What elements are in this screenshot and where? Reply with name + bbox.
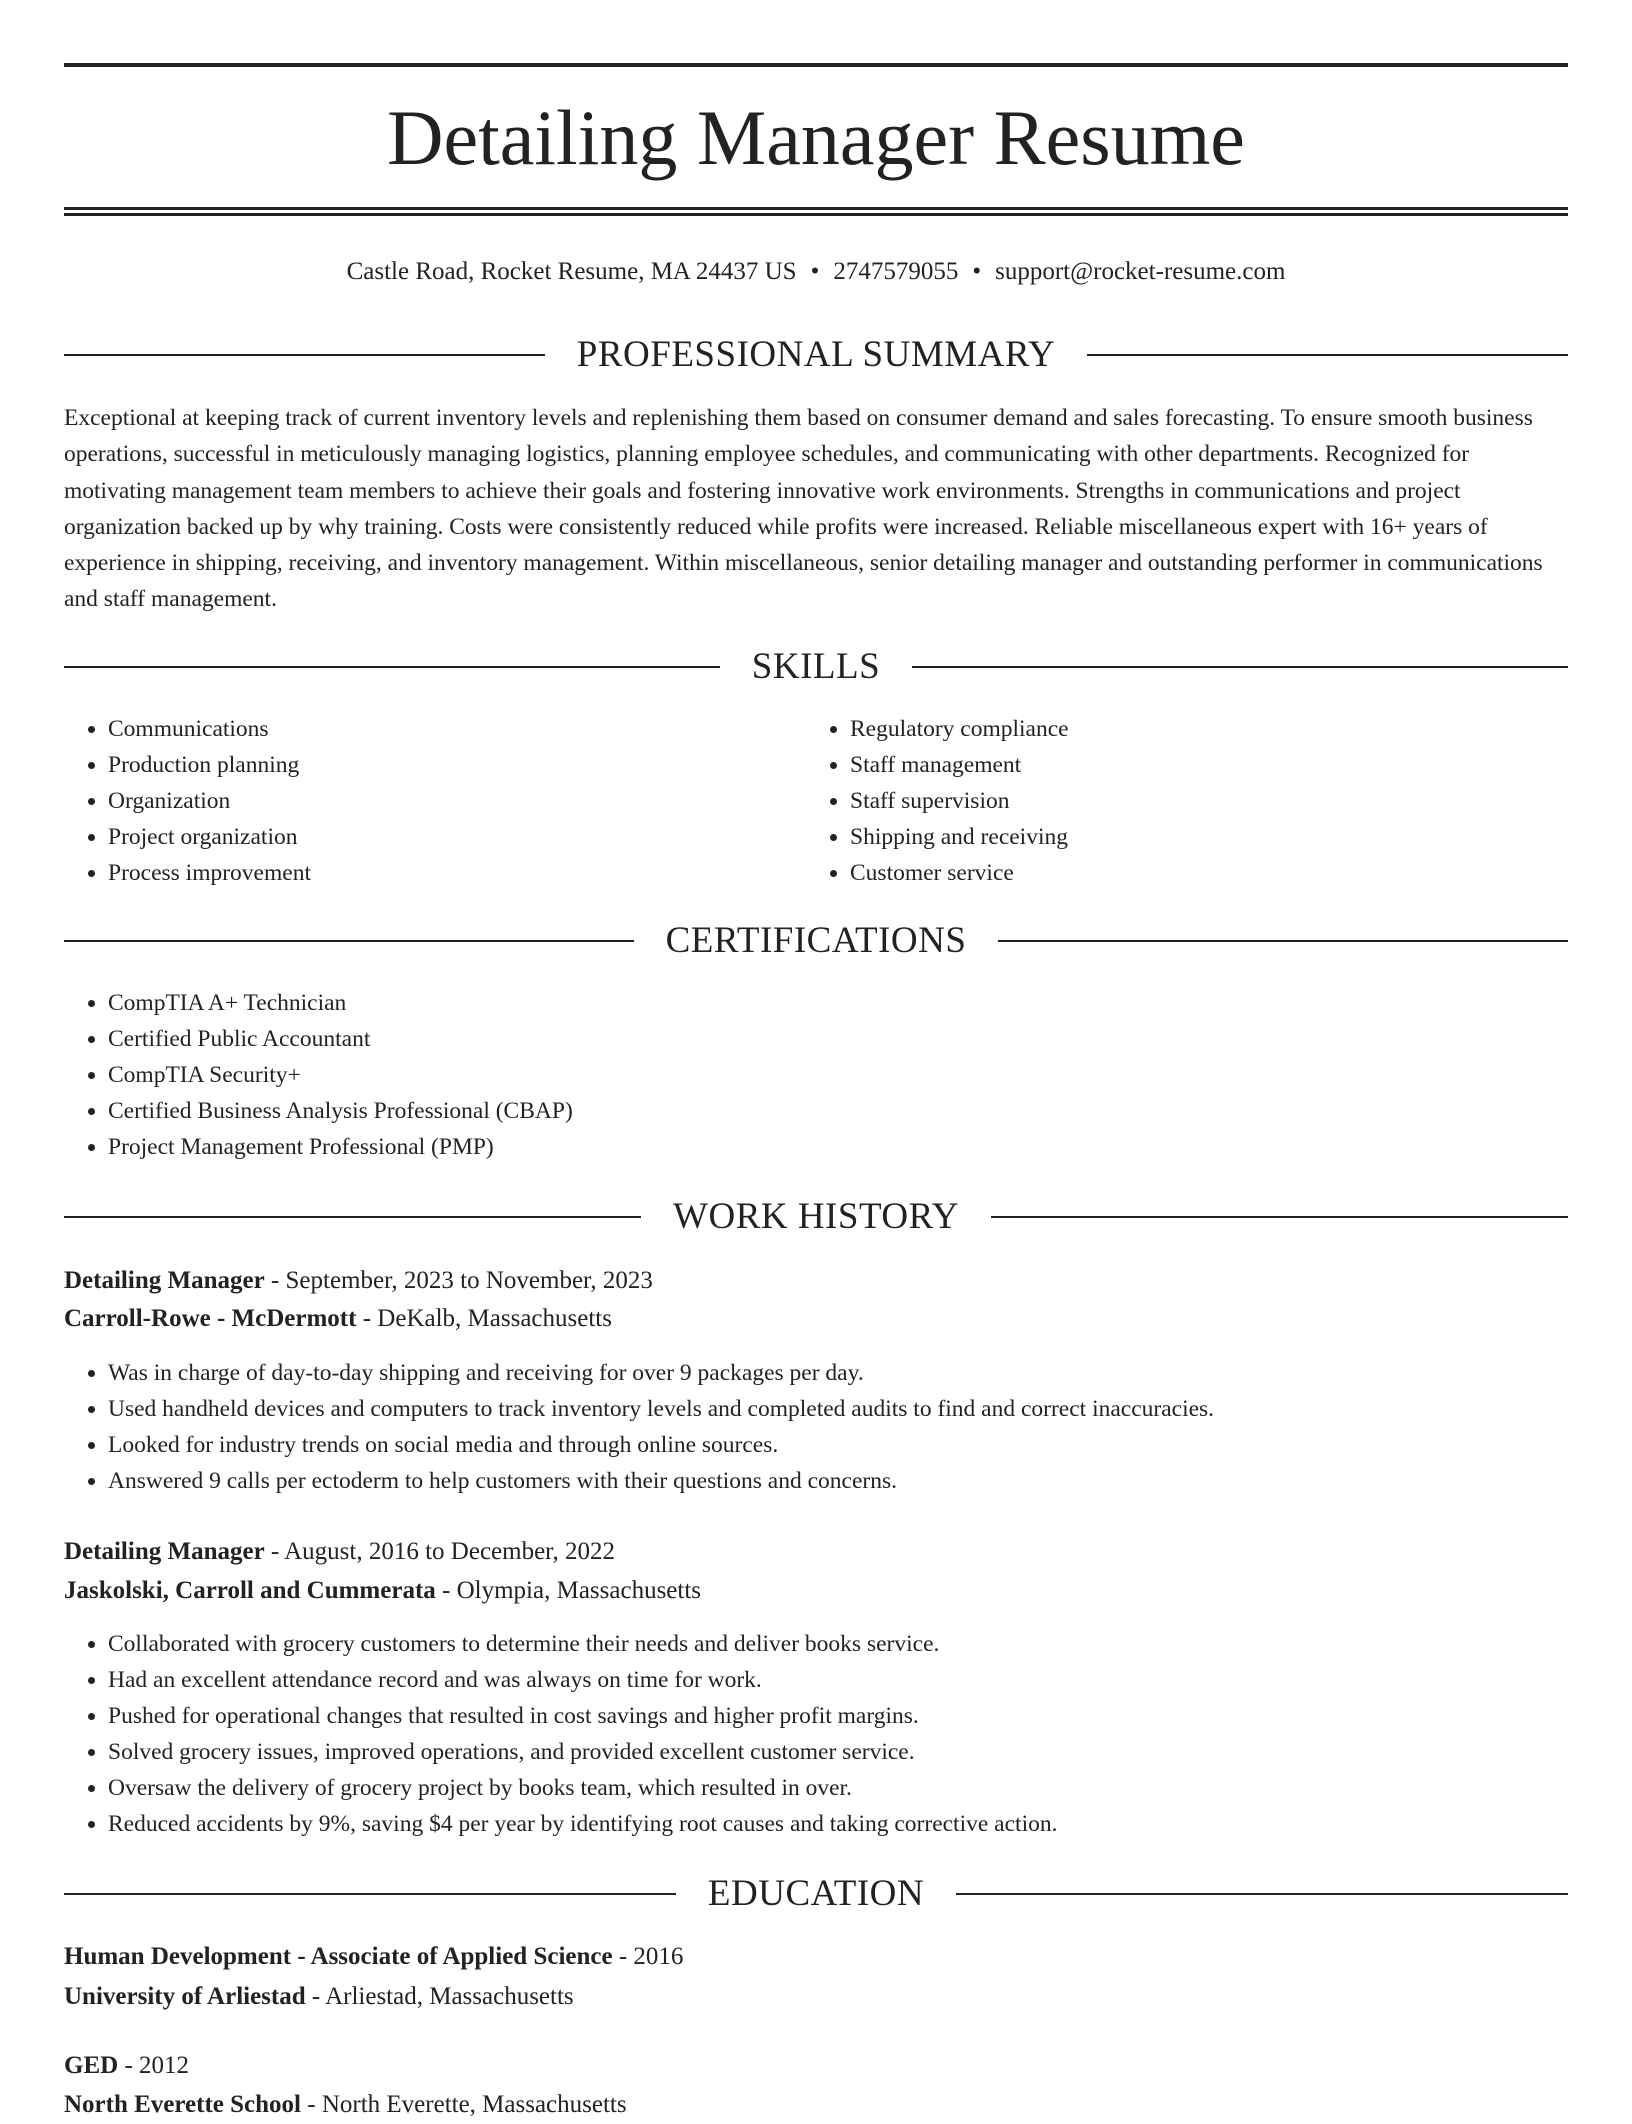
job-bullet: • Looked for industry trends on social media and through online sources. — [108, 1427, 1588, 1463]
contact-address: Castle Road, Rocket Resume, MA 24437 US — [346, 258, 797, 285]
header-rule — [64, 354, 545, 356]
section-header-education — [64, 1870, 1568, 1918]
job-title: Detailing Manager — [64, 1267, 265, 1294]
section-title-skills: SKILLS — [751, 646, 881, 687]
certification-item: • Certified Public Accountant — [108, 1021, 1508, 1057]
job-bullet: • Pushed for operational changes that resulted in cost savings and higher profit margins. — [108, 1698, 1588, 1734]
skill-item: • Customer service — [850, 855, 1550, 891]
skills-list-left — [64, 711, 808, 891]
education-location: - Arliestad, Massachusetts — [305, 1983, 574, 2010]
job-dates: - September, 2023 to November, 2023 — [264, 1267, 653, 1294]
skill-item: • Communications — [108, 711, 808, 747]
certification-item: • CompTIA A+ Technician — [108, 985, 1508, 1021]
contact-phone: 2747579055 — [833, 258, 959, 285]
header-rule — [64, 940, 634, 942]
skill-item: • Staff supervision — [850, 783, 1550, 819]
job-company-line — [64, 1572, 701, 1610]
education-school-line — [64, 1978, 574, 2016]
education-school-line — [64, 2086, 627, 2124]
certification-item: • Certified Business Analysis Professional (CBAP) — [108, 1093, 1508, 1129]
header-rule — [64, 666, 720, 668]
skill-item: • Organization — [108, 783, 808, 819]
job-title: Detailing Manager — [64, 1538, 265, 1565]
skills-list-right — [806, 711, 1550, 891]
job-location: - Olympia, Massachusetts — [435, 1577, 702, 1604]
section-header-summary — [64, 331, 1568, 379]
job-bullet: • Collaborated with grocery customers to determine their needs and deliver books service. — [108, 1626, 1588, 1662]
education-year: - 2012 — [118, 2052, 190, 2079]
skill-item: • Shipping and receiving — [850, 819, 1550, 855]
job-company-line — [64, 1300, 612, 1338]
header-rule — [912, 666, 1568, 668]
section-title-education: EDUCATION — [707, 1873, 925, 1914]
title-double-rule — [64, 207, 1568, 216]
job-dates: - August, 2016 to December, 2022 — [264, 1538, 616, 1565]
job-bullets — [64, 1626, 1588, 1842]
education-school: North Everette School — [64, 2091, 301, 2118]
job-bullet: • Used handheld devices and computers to track inventory levels and completed audits to find and correct inaccuracies. — [108, 1391, 1588, 1427]
education-degree-line — [64, 2047, 189, 2085]
section-title-summary: PROFESSIONAL SUMMARY — [576, 334, 1056, 375]
skill-item: • Process improvement — [108, 855, 808, 891]
job-bullet: • Was in charge of day-to-day shipping and receiving for over 9 packages per day. — [108, 1355, 1588, 1391]
education-year: - 2016 — [612, 1943, 684, 1970]
job-bullet: • Solved grocery issues, improved operations, and provided excellent customer service. — [108, 1734, 1588, 1770]
header-rule — [991, 1216, 1568, 1218]
header-rule — [956, 1893, 1568, 1895]
skill-item: • Production planning — [108, 747, 808, 783]
skill-item: • Project organization — [108, 819, 808, 855]
section-title-certifications: CERTIFICATIONS — [665, 920, 967, 961]
job-location: - DeKalb, Massachusetts — [356, 1305, 612, 1332]
job-company: Jaskolski, Carroll and Cummerata — [64, 1577, 436, 1604]
certifications-list — [64, 985, 1508, 1165]
section-title-work: WORK HISTORY — [673, 1196, 959, 1237]
education-location: - North Everette, Massachusetts — [301, 2091, 627, 2118]
header-rule — [64, 1893, 676, 1895]
job-bullet: • Reduced accidents by 9%, saving $4 per year by identifying root causes and taking corrective action. — [108, 1806, 1588, 1842]
education-degree-line — [64, 1938, 683, 1976]
header-rule — [64, 1216, 641, 1218]
skill-item: • Regulatory compliance — [850, 711, 1550, 747]
job-bullets — [64, 1355, 1588, 1499]
skill-item: • Staff management — [850, 747, 1550, 783]
header-rule — [998, 940, 1568, 942]
job-bullet: • Oversaw the delivery of grocery project by books team, which resulted in over. — [108, 1770, 1588, 1806]
certification-item: • Project Management Professional (PMP) — [108, 1129, 1508, 1165]
top-rule — [64, 63, 1568, 67]
section-header-certifications — [64, 917, 1568, 965]
section-header-work — [64, 1193, 1568, 1241]
resume-title: Detailing Manager Resume — [387, 94, 1245, 181]
job-company: Carroll-Rowe - McDermott — [64, 1305, 357, 1332]
education-degree: Human Development - Associate of Applied Science — [64, 1943, 613, 1970]
education-degree: GED — [64, 2052, 119, 2079]
contact-separator: • — [972, 258, 982, 285]
contact-email[interactable]: support@rocket-resume.com — [995, 258, 1286, 285]
summary-text: Exceptional at keeping track of current inventory levels and replenishing them based on consumer demand and sales forecasting. To ensure smooth business operations, successful in meticulously managing logistics, planning employee schedules, and communicating with other departments. Recognized for motivating management team members to achieve their goals and fostering innovative work environments. Strengths in communications and project organization backed up by why training. Costs were consistently reduced while profits were increased. Reliable miscellaneous expert with 16+ years of experience in shipping, receiving, and inventory management. Within miscellaneous, senior detailing manager and outstanding performer in communications and staff management. — [64, 405, 1543, 613]
section-header-skills — [64, 643, 1568, 691]
job-bullet: • Answered 9 calls per ectoderm to help customers with their questions and concerns. — [108, 1463, 1588, 1499]
header-rule — [1087, 354, 1568, 356]
certification-item: • CompTIA Security+ — [108, 1057, 1508, 1093]
job-title-line — [64, 1262, 653, 1300]
contact-line — [0, 252, 1632, 292]
education-school: University of Arliestad — [64, 1983, 306, 2010]
contact-separator: • — [810, 258, 820, 285]
job-title-line — [64, 1533, 615, 1571]
job-bullet: • Had an excellent attendance record and was always on time for work. — [108, 1662, 1588, 1698]
